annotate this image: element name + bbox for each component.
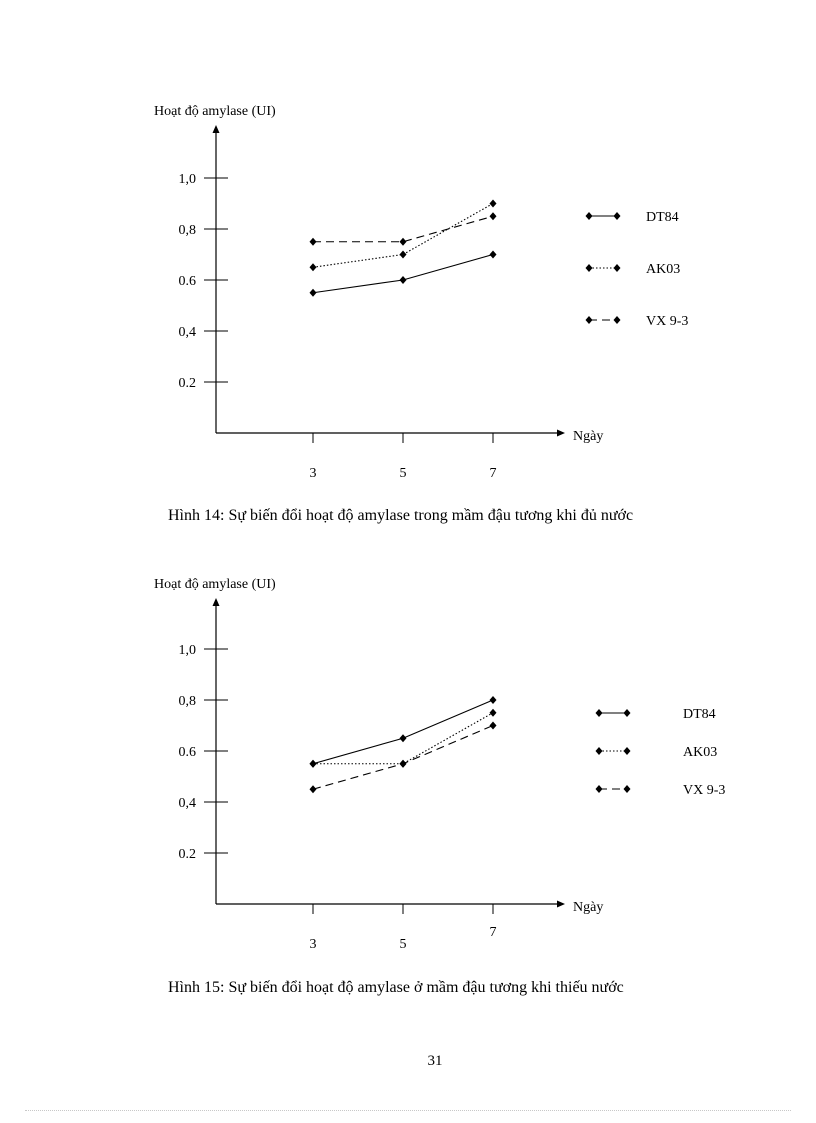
x-axis-arrow — [557, 430, 565, 437]
legend-label-vx-9-3: VX 9-3 — [646, 314, 689, 329]
page-bottom-rule — [25, 1110, 791, 1111]
y-axis-label: Hoạt độ amylase (UI) — [154, 577, 276, 592]
x-tick-label: 3 — [309, 466, 317, 481]
y-tick-label: 0,8 — [178, 694, 196, 709]
legend-marker-dt84 — [596, 709, 603, 717]
legend-marker-vx-9-3 — [624, 785, 631, 793]
data-point-ak03 — [310, 760, 317, 768]
legend-marker-ak03 — [586, 264, 593, 272]
legend-label-vx-9-3: VX 9-3 — [683, 783, 726, 798]
legend-label-dt84: DT84 — [646, 210, 679, 225]
data-point-dt84 — [400, 734, 407, 742]
y-tick-label: 0.6 — [178, 745, 196, 760]
data-point-dt84 — [490, 251, 497, 259]
chart-amylase-sufficient-water — [0, 80, 816, 500]
x-tick-label: 7 — [489, 925, 497, 940]
data-point-vx-9-3 — [310, 785, 317, 793]
y-tick-label: 0,8 — [178, 223, 196, 238]
y-tick-label: 0.2 — [178, 847, 196, 862]
y-tick-label: 0,4 — [178, 796, 196, 811]
legend-marker-dt84 — [624, 709, 631, 717]
x-axis-arrow — [557, 901, 565, 908]
data-point-ak03 — [490, 709, 497, 717]
figure-caption-15: Hình 15: Sự biến đổi hoạt độ amylase ở mầm đậu tương khi thiếu nước — [168, 979, 624, 996]
data-point-vx-9-3 — [400, 238, 407, 246]
legend-marker-vx-9-3 — [596, 785, 603, 793]
x-axis-label: Ngày — [573, 900, 604, 915]
data-point-vx-9-3 — [400, 760, 407, 768]
legend-marker-ak03 — [596, 747, 603, 755]
series-line-dt84 — [313, 700, 493, 764]
x-axis-label: Ngày — [573, 429, 604, 444]
y-axis-arrow — [213, 125, 220, 133]
data-point-vx-9-3 — [490, 212, 497, 220]
legend-marker-dt84 — [614, 212, 621, 220]
y-tick-label: 0.2 — [178, 376, 196, 391]
series-line-dt84 — [313, 255, 493, 293]
data-point-vx-9-3 — [490, 722, 497, 730]
data-point-ak03 — [490, 200, 497, 208]
data-point-ak03 — [310, 263, 317, 271]
x-tick-label: 7 — [489, 466, 497, 481]
x-tick-label: 3 — [309, 937, 317, 952]
x-tick-label: 5 — [399, 466, 407, 481]
chart-amylase-water-deficit — [0, 555, 816, 955]
legend-label-ak03: AK03 — [646, 262, 681, 277]
y-axis-arrow — [213, 598, 220, 606]
y-axis-label: Hoạt độ amylase (UI) — [154, 104, 276, 119]
data-point-dt84 — [400, 276, 407, 284]
y-tick-label: 1,0 — [178, 172, 196, 187]
legend-marker-ak03 — [614, 264, 621, 272]
figure-caption-14: Hình 14: Sự biến đổi hoạt độ amylase trong mầm đậu tương khi đủ nước — [168, 507, 634, 524]
y-tick-label: 1,0 — [178, 643, 196, 658]
data-point-vx-9-3 — [310, 238, 317, 246]
y-tick-label: 0,4 — [178, 325, 196, 340]
legend-label-dt84: DT84 — [683, 707, 716, 722]
page-number: 31 — [427, 1053, 443, 1069]
x-tick-label: 5 — [399, 937, 407, 952]
legend-label-ak03: AK03 — [683, 745, 718, 760]
legend-marker-dt84 — [586, 212, 593, 220]
y-tick-label: 0.6 — [178, 274, 196, 289]
legend-marker-vx-9-3 — [586, 316, 593, 324]
data-point-ak03 — [400, 251, 407, 259]
data-point-dt84 — [310, 289, 317, 297]
legend-marker-ak03 — [624, 747, 631, 755]
legend-marker-vx-9-3 — [614, 316, 621, 324]
data-point-dt84 — [490, 696, 497, 704]
